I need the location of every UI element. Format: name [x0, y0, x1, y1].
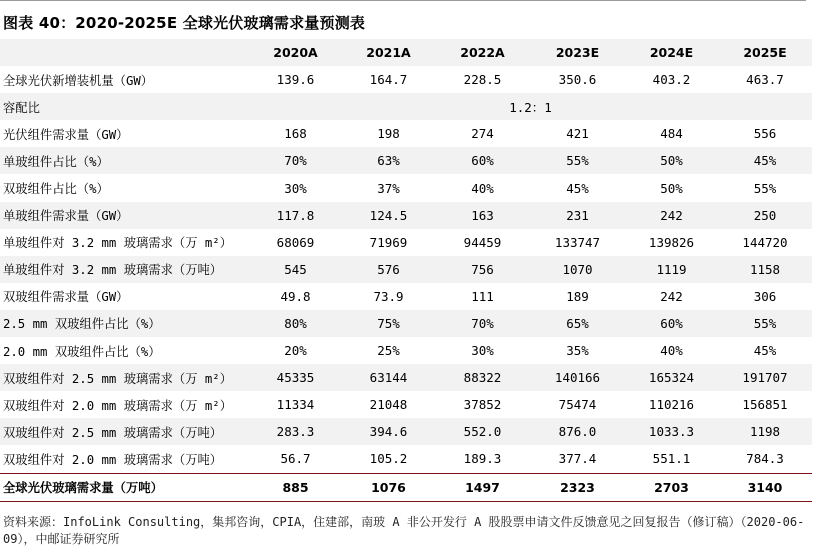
value-cell: 75% [342, 310, 435, 337]
value-cell: 11334 [276, 397, 315, 413]
value-cell: 63% [342, 147, 435, 174]
row-label: 光伏组件需求量（GW） [3, 127, 129, 142]
table-row [0, 229, 812, 256]
value-cell: 556 [753, 126, 777, 142]
value-cell: 63144 [342, 364, 435, 391]
row-label: 双玻组件对 2.0 mm 玻璃需求（万吨） [3, 452, 223, 467]
value-cell: 283.3 [249, 418, 342, 445]
merged-value-cell: 1.2：1 [249, 93, 812, 120]
value-cell: 463.7 [746, 72, 784, 88]
total-value-cell: 2323 [530, 473, 625, 501]
table-row [0, 283, 812, 310]
value-cell: 124.5 [342, 202, 435, 229]
value-cell: 250 [718, 202, 812, 229]
value-cell: 231 [530, 202, 625, 229]
row-label: 双玻组件对 2.0 mm 玻璃需求（万 m²） [3, 398, 232, 413]
total-row [0, 473, 812, 501]
value-cell: 228.5 [463, 72, 502, 88]
table-row [0, 93, 812, 120]
value-cell: 30% [284, 180, 307, 196]
header-blank-cell [0, 39, 249, 66]
value-cell: 421 [566, 126, 589, 142]
value-cell: 133747 [554, 234, 601, 250]
value-cell: 551.1 [652, 451, 691, 467]
value-cell: 484 [660, 126, 683, 142]
value-cell: 274 [471, 126, 494, 142]
value-cell: 60% [435, 147, 530, 174]
value-cell: 545 [249, 256, 342, 283]
value-cell: 756 [435, 256, 530, 283]
value-cell: 105.2 [369, 451, 408, 467]
value-cell: 40% [660, 343, 683, 359]
value-cell: 70% [249, 147, 342, 174]
row-label: 单玻组件需求量（GW） [0, 202, 249, 229]
value-cell: 163 [435, 202, 530, 229]
value-cell: 35% [566, 343, 589, 359]
value-cell: 139.6 [276, 72, 315, 88]
table-row [0, 310, 812, 337]
value-cell: 784.3 [746, 451, 784, 467]
header-year-cell: 2022A [435, 39, 530, 66]
value-cell: 21048 [369, 397, 408, 413]
value-cell: 49.8 [280, 288, 311, 304]
value-cell: 75474 [558, 397, 597, 413]
row-label: 2.0 mm 双玻组件占比（%） [3, 344, 161, 359]
value-cell: 164.7 [369, 72, 408, 88]
value-cell: 70% [435, 310, 530, 337]
value-cell: 20% [284, 343, 307, 359]
value-cell: 80% [249, 310, 342, 337]
value-cell: 37% [377, 180, 400, 196]
value-cell: 552.0 [435, 418, 530, 445]
table-row [0, 202, 812, 229]
value-cell: 45% [753, 343, 777, 359]
value-cell: 394.6 [342, 418, 435, 445]
total-value-cell: 3140 [718, 473, 812, 501]
value-cell: 117.8 [249, 202, 342, 229]
table-row [0, 418, 812, 445]
row-label: 全球光伏新增装机量（GW） [3, 73, 154, 88]
value-cell: 1119 [625, 256, 718, 283]
table-row [0, 445, 812, 473]
value-cell: 1033.3 [625, 418, 718, 445]
value-cell: 25% [377, 343, 400, 359]
value-cell: 198 [377, 126, 400, 142]
value-cell: 1198 [718, 418, 812, 445]
value-cell: 94459 [463, 234, 502, 250]
value-cell: 55% [753, 180, 777, 196]
value-cell: 65% [530, 310, 625, 337]
total-value-cell: 1497 [435, 473, 530, 501]
value-cell: 377.4 [558, 451, 597, 467]
table-row [0, 364, 812, 391]
value-cell: 156851 [742, 397, 788, 413]
table-row [0, 147, 812, 174]
value-cell: 71969 [369, 234, 408, 250]
value-cell: 876.0 [530, 418, 625, 445]
row-label: 双玻组件占比（%） [3, 182, 109, 197]
value-cell: 1070 [530, 256, 625, 283]
row-label: 双玻组件对 2.5 mm 玻璃需求（万 m²） [0, 364, 249, 391]
value-cell: 73.9 [373, 288, 404, 304]
value-cell: 110216 [648, 397, 695, 413]
table-row [0, 66, 812, 93]
value-cell: 168 [284, 126, 307, 142]
source-note: 资料来源：InfoLink Consulting，集邦咨询，CPIA，住建部，南玻 A 非公开发行 A 股股票申请文件反馈意见之回复报告（修订稿）（2020-06-09），中邮证券研究所 [3, 515, 805, 546]
header-year-cell: 2023E [530, 39, 625, 66]
table-row [0, 391, 812, 418]
row-label: 单玻组件对 3.2 mm 玻璃需求（万吨） [0, 256, 249, 283]
demand-forecast-table [0, 39, 812, 502]
header-year-cell: 2020A [249, 39, 342, 66]
total-label: 全球光伏玻璃需求量（万吨） [0, 473, 249, 501]
total-value-cell: 1076 [342, 473, 435, 501]
value-cell: 1158 [718, 256, 812, 283]
value-cell: 50% [660, 180, 683, 196]
value-cell: 45% [718, 147, 812, 174]
value-cell: 576 [342, 256, 435, 283]
table-row [0, 337, 812, 364]
row-label: 双玻组件对 2.5 mm 玻璃需求（万吨） [0, 418, 249, 445]
value-cell: 45335 [249, 364, 342, 391]
value-cell: 37852 [463, 397, 502, 413]
value-cell: 60% [625, 310, 718, 337]
value-cell: 55% [718, 310, 812, 337]
value-cell: 55% [530, 147, 625, 174]
value-cell: 144720 [742, 234, 788, 250]
value-cell: 165324 [625, 364, 718, 391]
value-cell: 242 [625, 202, 718, 229]
value-cell: 242 [660, 288, 683, 304]
total-value-cell: 2703 [625, 473, 718, 501]
header-year-cell: 2021A [342, 39, 435, 66]
value-cell: 40% [471, 180, 494, 196]
value-cell: 306 [753, 288, 777, 304]
value-cell: 403.2 [652, 72, 691, 88]
header-row [0, 39, 812, 66]
row-label: 双玻组件需求量（GW） [3, 290, 129, 305]
value-cell: 140166 [530, 364, 625, 391]
value-cell: 139826 [648, 234, 695, 250]
table-row [0, 256, 812, 283]
table-row [0, 120, 812, 147]
value-cell: 350.6 [558, 72, 597, 88]
row-label: 容配比 [0, 93, 249, 120]
value-cell: 189 [566, 288, 589, 304]
value-cell: 88322 [435, 364, 530, 391]
value-cell: 50% [625, 147, 718, 174]
value-cell: 68069 [276, 234, 315, 250]
total-value-cell: 885 [249, 473, 342, 501]
table-title: 图表 40：2020-2025E 全球光伏玻璃需求量预测表 [3, 14, 366, 32]
value-cell: 189.3 [463, 451, 502, 467]
value-cell: 30% [471, 343, 494, 359]
row-label: 2.5 mm 双玻组件占比（%） [0, 310, 249, 337]
value-cell: 56.7 [280, 451, 311, 467]
table-row [0, 174, 812, 201]
row-label: 单玻组件对 3.2 mm 玻璃需求（万 m²） [3, 236, 232, 251]
value-cell: 45% [566, 180, 589, 196]
value-cell: 111 [471, 288, 494, 304]
header-year-cell: 2024E [625, 39, 718, 66]
header-year-cell: 2025E [718, 39, 812, 66]
title-bar [0, 0, 806, 41]
value-cell: 191707 [718, 364, 812, 391]
row-label: 单玻组件占比（%） [0, 147, 249, 174]
